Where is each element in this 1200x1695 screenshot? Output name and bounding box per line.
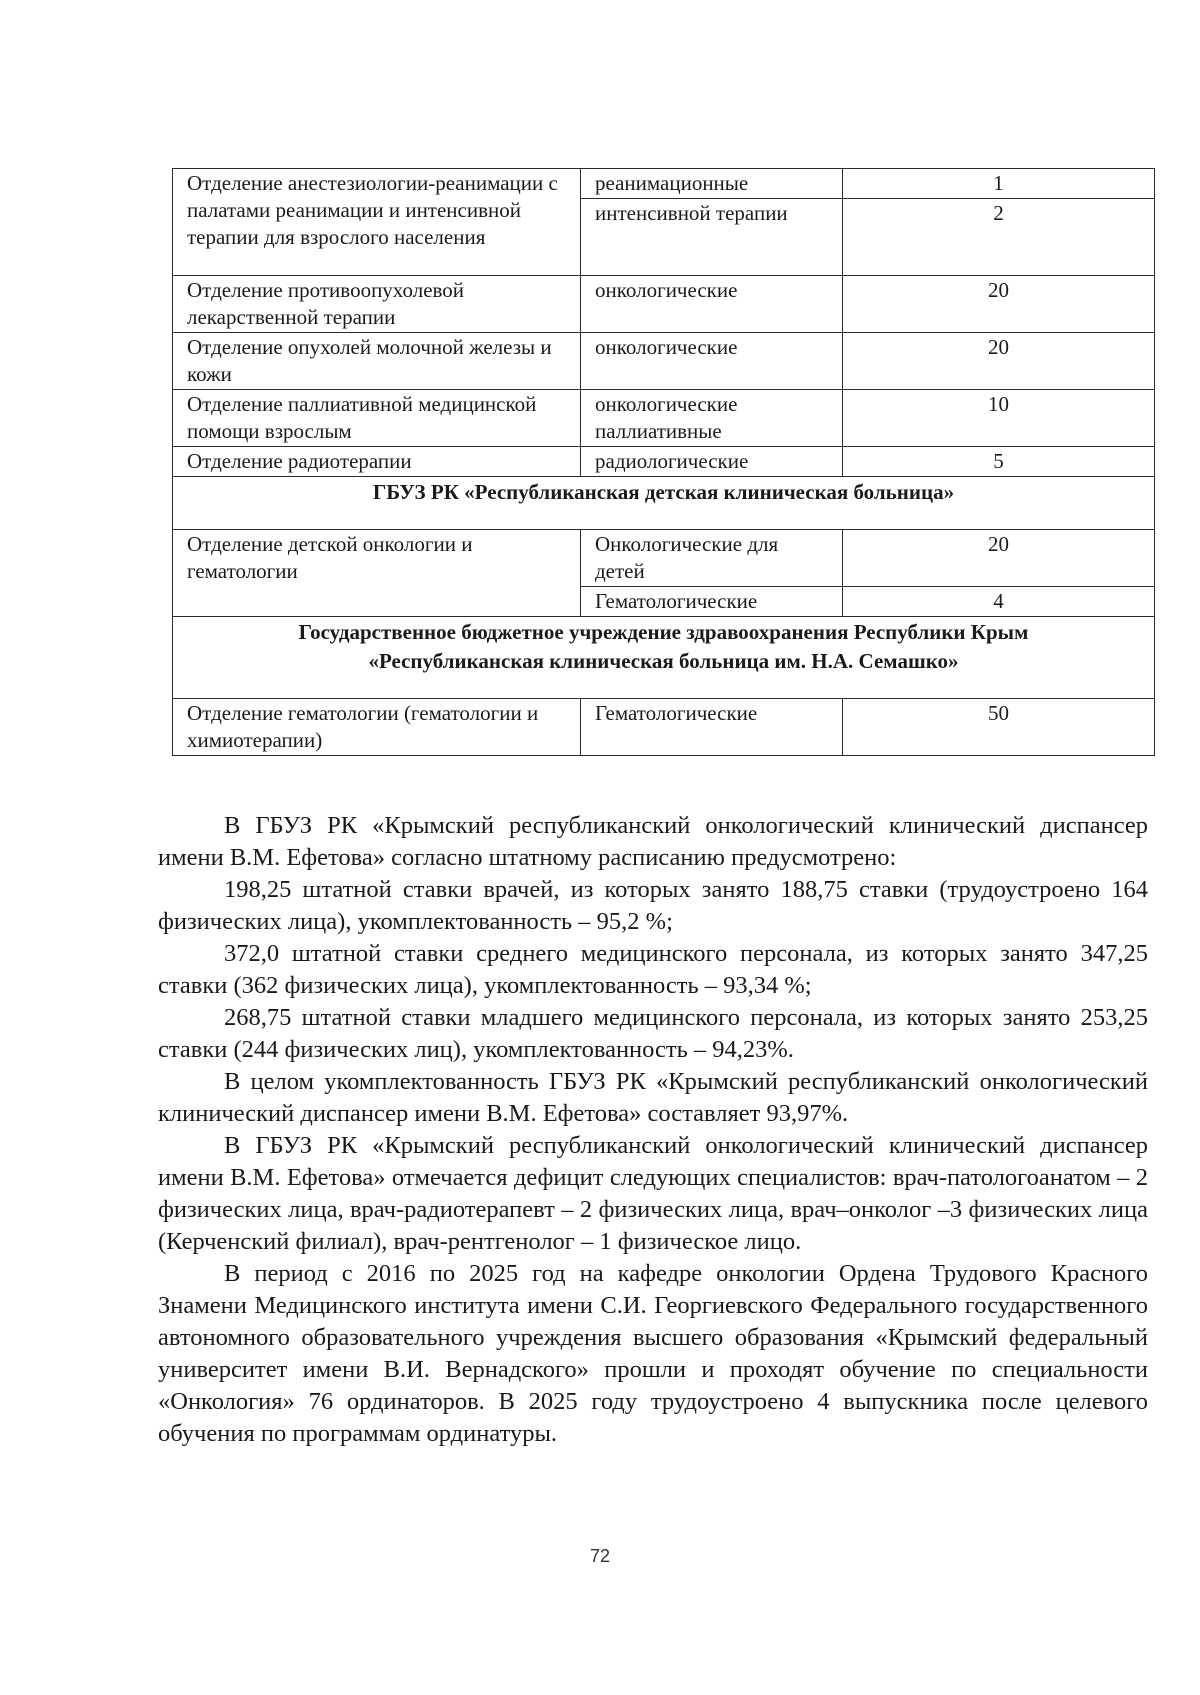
bed-count-cell xyxy=(843,530,1155,617)
bed-count: 10 xyxy=(843,390,1155,447)
section-title-line: Государственное бюджетное учреждение здравоохранения Республики Крым xyxy=(298,620,1029,644)
section-title xyxy=(173,617,1155,699)
bed-type: онкологические xyxy=(581,276,843,333)
table-row xyxy=(173,169,1155,276)
paragraph: 198,25 штатной ставки врачей, из которых занято 188,75 ставки (трудоустроено 164 физических лица), укомплектованность – 95,2 %; xyxy=(158,876,1148,935)
dept-cell: Отделение анестезиологии-реанимации с палатами реанимации и интенсивной терапии для взрослого населения xyxy=(173,169,581,276)
bed-type-cell xyxy=(581,169,843,276)
paragraph: В период с 2016 по 2025 год на кафедре онкологии Ордена Трудового Красного Знамени Медицинского института имени С.И. Георгиевского Федерального государственного автономного образовательного учреждения высшего образования «Крымский федеральный университет имени В.И. Вернадского» прошли и проходят обучение по специальности «Онкология» 76 ординаторов. В 2025 году трудоустроено 4 выпускника после целевого обучения по программам ординатуры. xyxy=(158,1260,1148,1447)
dept-cell: Отделение паллиативной медицинской помощи взрослым xyxy=(173,390,581,447)
section-header-row xyxy=(173,477,1155,530)
bed-count: 20 xyxy=(843,333,1155,390)
bed-type: Онкологические для детей xyxy=(595,532,779,583)
dept-cell: Отделение опухолей молочной железы и кожи xyxy=(173,333,581,390)
table-row xyxy=(173,699,1155,756)
paragraph: 372,0 штатной ставки среднего медицинского персонала, из которых занято 347,25 ставки (362 физических лица), укомплектованность – 93,34 %; xyxy=(158,940,1148,999)
bed-type: онкологические паллиативные xyxy=(581,390,843,447)
dept-cell: Отделение гематологии (гематологии и химиотерапии) xyxy=(173,699,581,756)
dept-cell: Отделение детской онкологии и гематологии xyxy=(173,530,581,617)
bed-count: 20 xyxy=(843,276,1155,333)
paragraph: В целом укомплектованность ГБУЗ РК «Крымский республиканский онкологический клинический диспансер имени В.М. Ефетова» составляет 93,97%. xyxy=(158,1068,1148,1127)
paragraph: 268,75 штатной ставки младшего медицинского персонала, из которых занято 253,25 ставки (244 физических лиц), укомплектованность – 94,23%. xyxy=(158,1004,1148,1063)
bed-count: 1 xyxy=(993,171,1004,195)
table-row xyxy=(173,447,1155,477)
table-row xyxy=(173,276,1155,333)
bed-type: Гематологические xyxy=(581,699,843,756)
bed-type: онкологические xyxy=(581,333,843,390)
bed-type: радиологические xyxy=(581,447,843,477)
body-text xyxy=(158,810,1148,1450)
table-row xyxy=(173,333,1155,390)
beds-table xyxy=(172,168,1155,756)
bed-type-cell xyxy=(581,530,843,617)
section-header-row xyxy=(173,617,1155,699)
paragraph: В ГБУЗ РК «Крымский республиканский онкологический клинический диспансер имени В.М. Ефетова» отмечается дефицит следующих специалистов: врач-патологоанатом – 2 физических лица, врач-радиотерапевт – 2 физических лица, врач–онколог –3 физических лица (Керченский филиал), врач-рентгенолог – 1 физическое лицо. xyxy=(158,1132,1148,1255)
dept-cell: Отделение противоопухолевой лекарственной терапии xyxy=(173,276,581,333)
bed-count: 4 xyxy=(843,586,1154,616)
bed-type: реанимационные xyxy=(595,171,749,195)
bed-count: 5 xyxy=(843,447,1155,477)
bed-count: 20 xyxy=(988,532,1009,556)
table-row xyxy=(173,530,1155,617)
bed-count-cell xyxy=(843,169,1155,276)
page-number: 72 xyxy=(589,1546,611,1566)
bed-count: 2 xyxy=(843,198,1154,228)
paragraph: В ГБУЗ РК «Крымский республиканский онкологический клинический диспансер имени В.М. Ефетова» согласно штатному расписанию предусмотрено: xyxy=(158,812,1148,871)
section-title: ГБУЗ РК «Республиканская детская клиническая больница» xyxy=(173,477,1155,530)
bed-type: интенсивной терапии xyxy=(581,198,842,228)
bed-type: Гематологические xyxy=(581,586,842,616)
section-title-line: «Республиканская клиническая больница им. Н.А. Семашко» xyxy=(368,649,959,673)
bed-count: 50 xyxy=(843,699,1155,756)
table-row xyxy=(173,390,1155,447)
dept-cell: Отделение радиотерапии xyxy=(173,447,581,477)
